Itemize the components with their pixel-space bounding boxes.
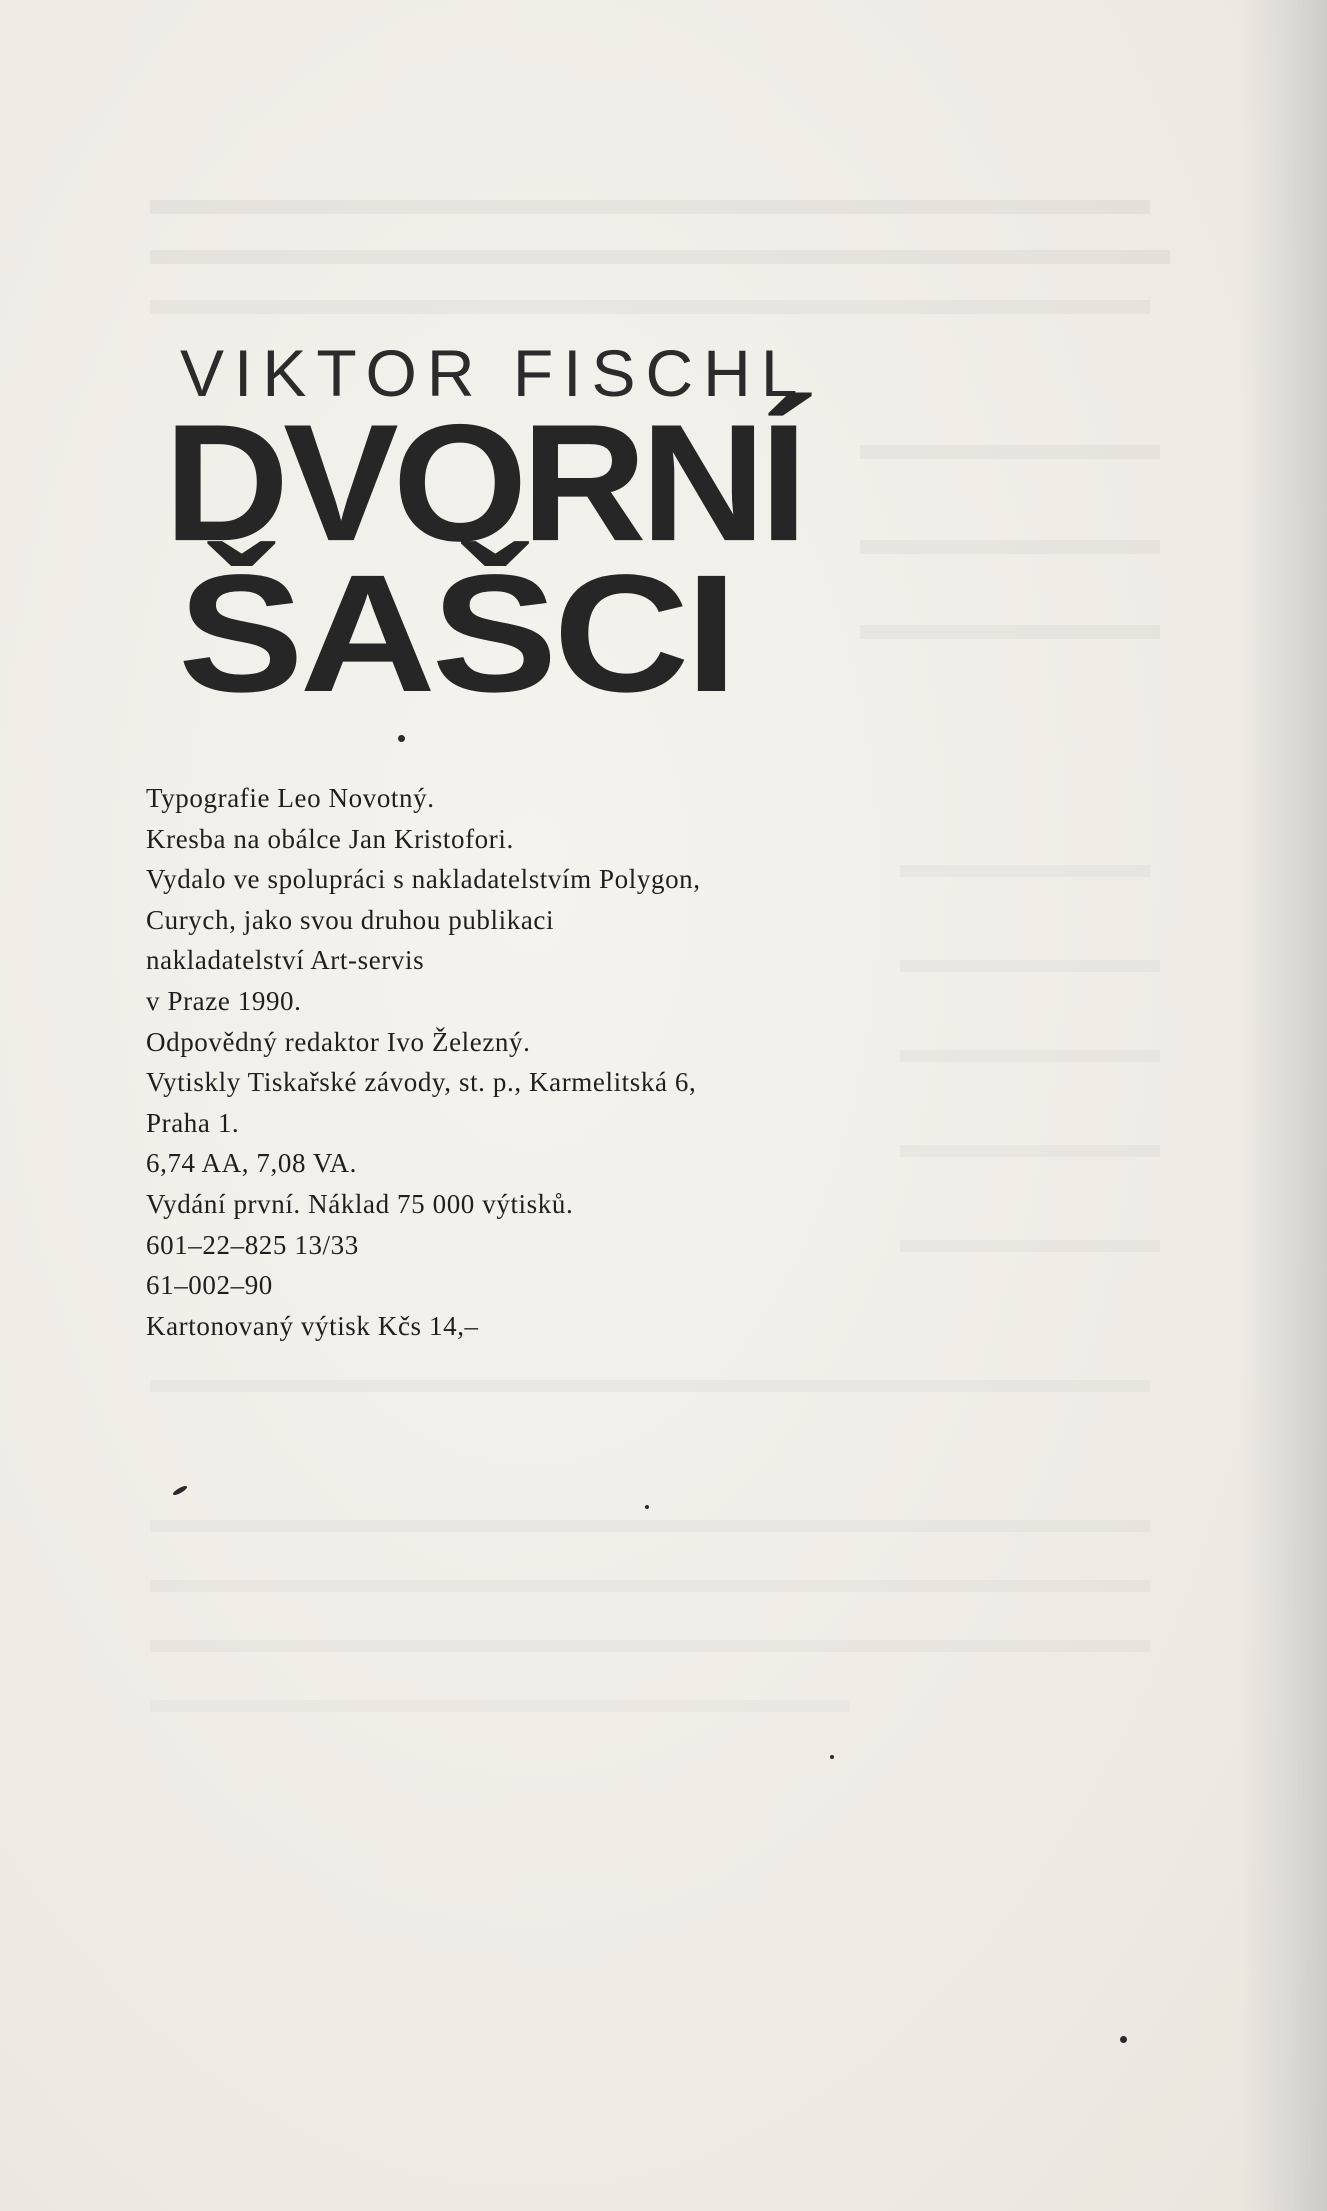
author-name: VIKTOR FISCHL	[180, 336, 808, 410]
book-title-line-1: DVORNÍ	[164, 390, 802, 577]
imprint-line: v Praze 1990.	[146, 985, 302, 1016]
imprint-block	[146, 778, 701, 1346]
imprint-line: Vydalo ve spolupráci s nakladatelstvím Polygon,	[146, 864, 701, 895]
imprint-line: nakladatelství Art-servis	[146, 945, 425, 976]
imprint-line: Kartonovaný výtisk Kčs 14,–	[146, 1310, 479, 1341]
imprint-line: Vydání první. Náklad 75 000 výtisků.	[146, 1188, 574, 1219]
imprint-line: Curych, jako svou druhou publikaci	[146, 904, 555, 935]
imprint-line: Vytiskly Tiskařské závody, st. p., Karmelitská 6,	[146, 1067, 697, 1098]
imprint-line: Praha 1.	[146, 1107, 240, 1138]
book-title-line-2: ŠAŠCI	[178, 539, 734, 727]
imprint-line: 61–002–90	[146, 1270, 273, 1301]
imprint-line: Typografie Leo Novotný.	[146, 783, 435, 813]
imprint-line: Kresba na obálce Jan Kristofori.	[146, 823, 514, 854]
imprint-line: 6,74 AA, 7,08 VA.	[146, 1148, 357, 1179]
imprint-line: 601–22–825 13/33	[146, 1229, 359, 1260]
imprint-line: Odpovědný redaktor Ivo Železný.	[146, 1026, 531, 1057]
